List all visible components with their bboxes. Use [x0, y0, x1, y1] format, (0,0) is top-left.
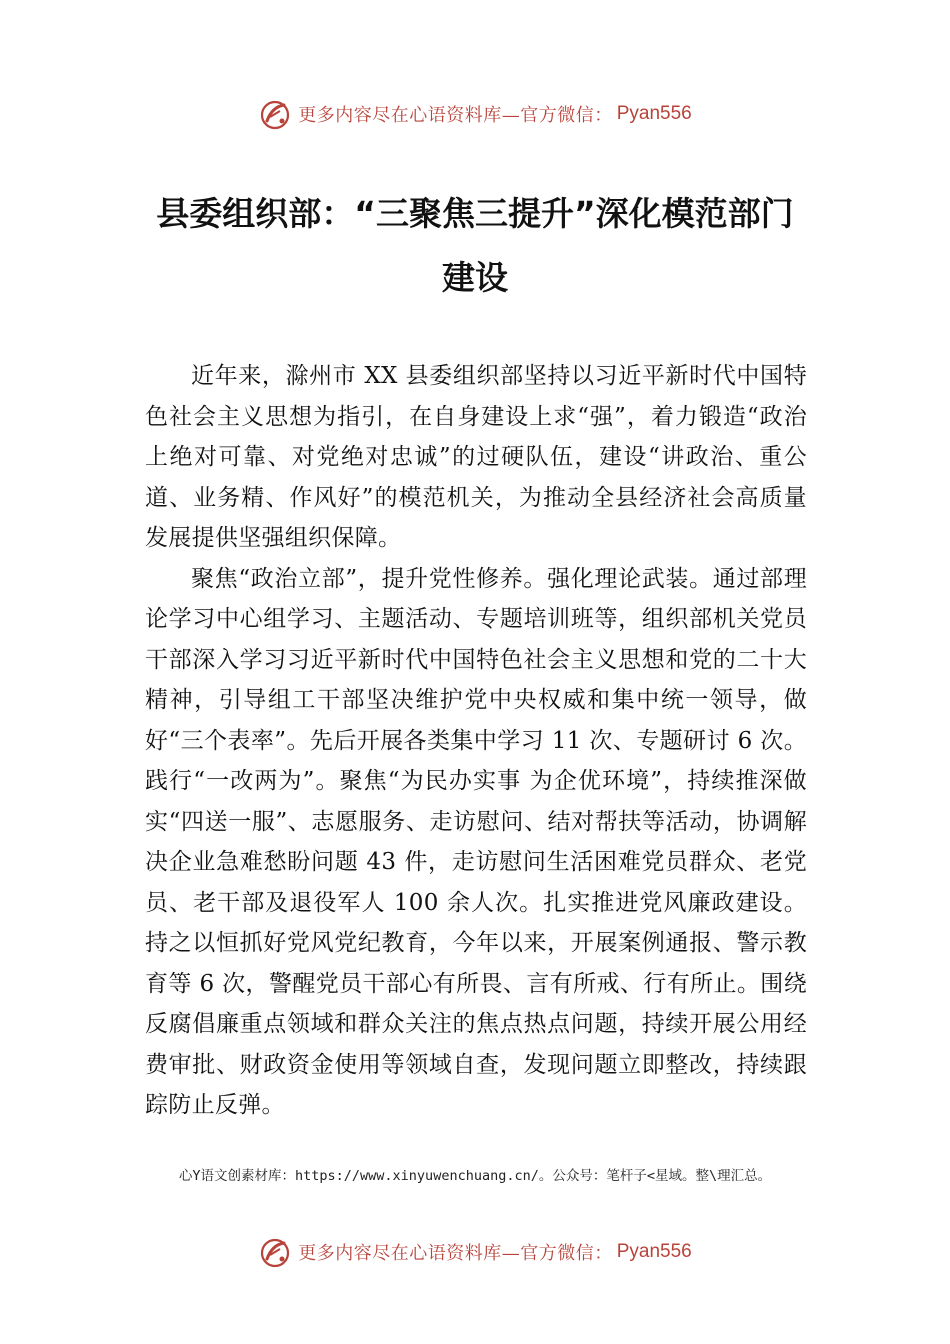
document-body [145, 356, 807, 1126]
document-title: 县委组织部：“三聚焦三提升”深化模范部门建设 [156, 194, 794, 297]
seal-logo-icon [258, 97, 292, 131]
paragraph-intro: 近年来，滁州市 XX 县委组织部坚持以习近平新时代中国特色社会主义思想为指引，在自身建设上求“强”，着力锻造“政治上绝对可靠、对党绝对忠诚”的过硬队伍，建设“讲政治、重公道、业务精、作风好”的模范机关，为推动全县经济社会高质量发展提供坚强组织保障。 [145, 363, 807, 551]
footer-banner [0, 1232, 950, 1272]
source-footnote: 心Y语文创素材库：https://www.xinyuwenchuang.cn/。公众号：笔杆子<星域。整\理汇总。 [178, 1168, 772, 1184]
banner-wechat-id: Pyan556 [616, 103, 692, 124]
paragraph-political: 聚焦“政治立部”，提升党性修养。强化理论武装。通过部理论学习中心组学习、主题活动、专题培训班等，组织部机关党员干部深入学习习近平新时代中国特色社会主义思想和党的二十大精神，引导组工干部坚决维护党中央权威和集中统一领导，做好“三个表率”。先后开展各类集中学习 11 次、专题研讨 6 次。践行“一改两为”。聚焦“为民办实事 为企优环境”，持续推深做实“四送一服”、志愿服务、走访慰问、结对帮扶等活动，协调解决企业急难愁盼问题 43 件，走访慰问生活困难党员群众、老党员、老干部及退役军人 100 余人次。扎实推进党风廉政建设。持之以恒抓好党风党纪教育，今年以来，开展案例通报、警示教育等 6 次，警醒党员干部心有所畏、言有所戒、行有所止。围绕反腐倡廉重点领域和群众关注的焦点热点问题，持续开展公用经费审批、财政资金使用等领域自查，发现问题立即整改，持续跟踪防止反弹。 [145, 565, 807, 1118]
seal-logo-icon [258, 1235, 292, 1269]
banner-wechat-id: Pyan556 [616, 1241, 692, 1262]
header-banner [0, 94, 950, 134]
banner-text: 更多内容尽在心语资料库—官方微信： [298, 1243, 613, 1264]
banner-text: 更多内容尽在心语资料库—官方微信： [298, 105, 613, 126]
